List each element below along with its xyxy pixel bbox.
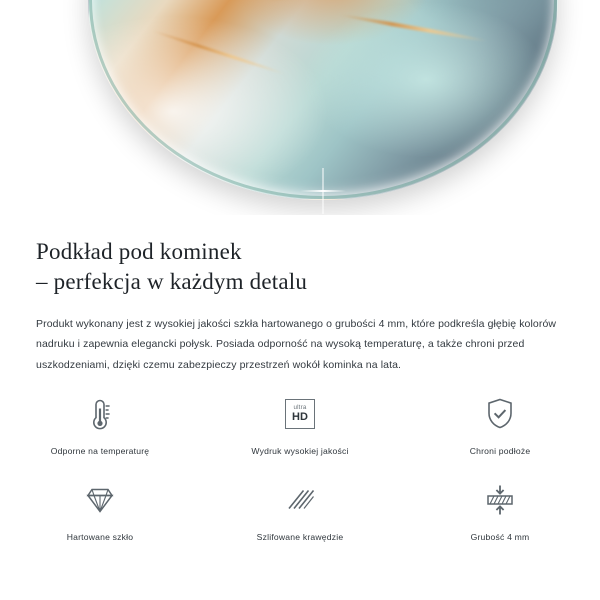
thickness-arrows-icon — [481, 478, 519, 522]
feature-item-surface-protection — [400, 392, 600, 456]
feature-item-polished-edges — [200, 478, 400, 542]
plate-rim — [89, 0, 557, 199]
title-line-1: Podkład pod kominek — [36, 239, 242, 264]
feature-item-tempered-glass — [0, 478, 200, 542]
feature-item-thickness — [400, 478, 600, 542]
hero-image — [0, 0, 600, 215]
feature-label: Wydruk wysokiej jakości — [251, 446, 349, 456]
ultra-hd-badge-bottom: HD — [292, 411, 308, 424]
feature-label: Odporne na temperaturę — [50, 446, 150, 456]
text-content — [0, 215, 600, 375]
glass-plate-graphic — [88, 0, 558, 200]
feature-label: Chroni podłoże — [469, 446, 531, 456]
ultra-hd-icon — [285, 392, 315, 436]
page-title — [36, 237, 564, 298]
feature-grid — [0, 392, 600, 542]
feature-label: Hartowane szkło — [66, 532, 134, 542]
feature-item-temperature — [0, 392, 200, 456]
thermometer-icon — [83, 392, 117, 436]
polished-edges-icon — [282, 478, 318, 522]
feature-label: Szlifowane krawędzie — [256, 532, 344, 542]
diamond-icon — [81, 478, 119, 522]
feature-label: Grubość 4 mm — [470, 532, 530, 542]
shield-check-icon — [483, 392, 517, 436]
ultra-hd-badge-top: ultra — [293, 403, 307, 411]
feature-item-print-quality — [200, 392, 400, 456]
description-paragraph: Produkt wykonany jest z wysokiej jakości szkła hartowanego o grubości 4 mm, które podkreśla głębię kolorów nadruku i zapewnia elegancki połysk. Posiada odporność na wysoką temperaturę, a także chroni przed uszkodzeniami, dzięki czemu zabezpieczy przestrzeń wokół kominka na lata. — [36, 317, 557, 371]
title-line-2: – perfekcja w każdym detalu — [36, 269, 308, 295]
